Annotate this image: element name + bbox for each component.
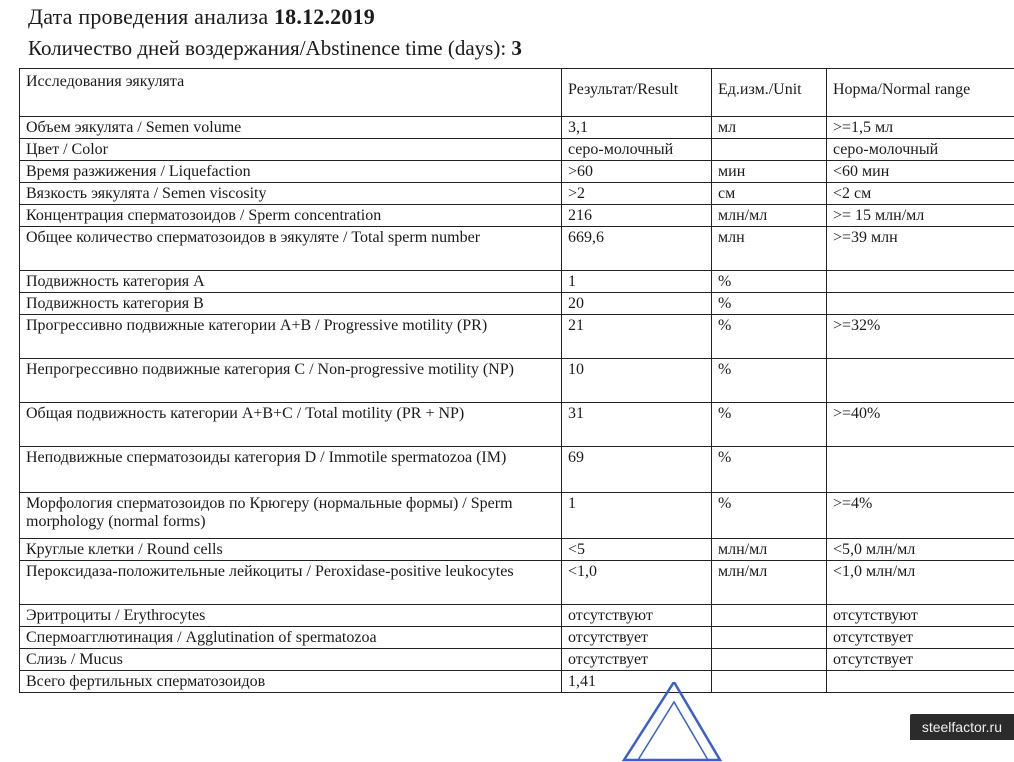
table-row (20, 403, 1014, 447)
result-cell: 31 (562, 403, 712, 447)
result-cell: серо-молочный (562, 139, 712, 161)
table-row (20, 227, 1014, 271)
norm-cell: >=32% (827, 315, 1014, 359)
result-cell: отсутствует (562, 627, 712, 649)
test-cell: Объем эякулята / Semen volume (20, 117, 562, 139)
abstinence-label: Количество дней воздержания/Abstinence time (days): (28, 36, 511, 60)
test-cell: Эритроциты / Erythrocytes (20, 605, 562, 627)
unit-cell (712, 671, 827, 693)
analysis-date-label: Дата проведения анализа (28, 4, 274, 29)
test-cell: Неподвижные сперматозоиды категория D / Immotile spermatozoa (IM) (20, 447, 562, 493)
norm-cell (827, 447, 1014, 493)
test-cell: Прогрессивно подвижные категории А+В / Progressive motility (PR) (20, 315, 562, 359)
unit-cell: млн/мл (712, 561, 827, 605)
table-row (20, 539, 1014, 561)
test-cell: Спермоагглютинация / Agglutination of spermatozoa (20, 627, 562, 649)
unit-cell (712, 605, 827, 627)
result-cell: 669,6 (562, 227, 712, 271)
result-cell: >60 (562, 161, 712, 183)
norm-cell (827, 293, 1014, 315)
semen-analysis-table (19, 68, 1014, 693)
table-row (20, 649, 1014, 671)
unit-cell: % (712, 293, 827, 315)
analysis-date-value: 18.12.2019 (274, 4, 375, 29)
norm-cell: серо-молочный (827, 139, 1014, 161)
unit-cell: % (712, 403, 827, 447)
test-cell: Морфология сперматозоидов по Крюгеру (нормальные формы) / Sperm morphology (normal forms) (20, 493, 562, 539)
table-row (20, 493, 1014, 539)
unit-cell: млн (712, 227, 827, 271)
result-cell: отсутствуют (562, 605, 712, 627)
abstinence-value: 3 (511, 36, 522, 60)
table-row (20, 561, 1014, 605)
unit-cell: % (712, 447, 827, 493)
test-cell: Слизь / Mucus (20, 649, 562, 671)
unit-cell: см (712, 183, 827, 205)
norm-cell: >=1,5 мл (827, 117, 1014, 139)
result-cell: >2 (562, 183, 712, 205)
table-row (20, 671, 1014, 693)
result-cell: 1 (562, 493, 712, 539)
unit-cell: млн/мл (712, 205, 827, 227)
test-cell: Вязкость эякулята / Semen viscosity (20, 183, 562, 205)
table-row (20, 139, 1014, 161)
unit-cell: % (712, 315, 827, 359)
test-cell: Время разжижения / Liquefaction (20, 161, 562, 183)
table-row (20, 605, 1014, 627)
table-row (20, 271, 1014, 293)
table-row (20, 183, 1014, 205)
norm-cell: <1,0 млн/мл (827, 561, 1014, 605)
table-row (20, 293, 1014, 315)
table-row (20, 359, 1014, 403)
norm-cell: >=39 млн (827, 227, 1014, 271)
result-cell: отсутствует (562, 649, 712, 671)
table-row (20, 627, 1014, 649)
test-cell: Цвет / Color (20, 139, 562, 161)
test-cell: Общая подвижность категории А+В+С / Total motility (PR + NP) (20, 403, 562, 447)
result-cell: <1,0 (562, 561, 712, 605)
norm-cell (827, 359, 1014, 403)
table-row (20, 205, 1014, 227)
watermark: steelfactor.ru (910, 714, 1014, 740)
result-cell: 10 (562, 359, 712, 403)
test-cell: Концентрация сперматозоидов / Sperm concentration (20, 205, 562, 227)
stamp-mark (612, 682, 722, 762)
table-row (20, 447, 1014, 493)
test-cell: Подвижность категория А (20, 271, 562, 293)
analysis-date-line (28, 4, 375, 30)
norm-cell: отсутствуют (827, 605, 1014, 627)
norm-cell: отсутствует (827, 649, 1014, 671)
norm-cell: <2 см (827, 183, 1014, 205)
result-cell: 69 (562, 447, 712, 493)
header-unit: Ед.изм./Unit (712, 69, 827, 117)
norm-cell: >= 15 млн/мл (827, 205, 1014, 227)
table-row (20, 315, 1014, 359)
result-cell: 1 (562, 271, 712, 293)
test-cell: Пероксидаза-положительные лейкоциты / Peroxidase-positive leukocytes (20, 561, 562, 605)
table-header-row (20, 69, 1014, 117)
result-cell: 216 (562, 205, 712, 227)
table-row (20, 117, 1014, 139)
test-cell: Круглые клетки / Round cells (20, 539, 562, 561)
norm-cell (827, 271, 1014, 293)
unit-cell: % (712, 271, 827, 293)
result-cell: 20 (562, 293, 712, 315)
test-cell: Непрогрессивно подвижные категория С / Non-progressive motility (NP) (20, 359, 562, 403)
unit-cell: мин (712, 161, 827, 183)
unit-cell: мл (712, 117, 827, 139)
result-cell: 21 (562, 315, 712, 359)
unit-cell (712, 649, 827, 671)
result-cell: <5 (562, 539, 712, 561)
unit-cell: % (712, 493, 827, 539)
table-row (20, 161, 1014, 183)
test-cell: Подвижность категория В (20, 293, 562, 315)
norm-cell: отсутствует (827, 627, 1014, 649)
norm-cell: >=40% (827, 403, 1014, 447)
test-cell: Всего фертильных сперматозоидов (20, 671, 562, 693)
header-test: Исследования эякулята (20, 69, 562, 117)
test-cell: Общее количество сперматозоидов в эякуляте / Total sperm number (20, 227, 562, 271)
unit-cell (712, 139, 827, 161)
abstinence-line (28, 36, 522, 61)
result-cell: 3,1 (562, 117, 712, 139)
unit-cell (712, 627, 827, 649)
header-norm: Норма/Normal range (827, 69, 1014, 117)
header-result: Результат/Result (562, 69, 712, 117)
unit-cell: % (712, 359, 827, 403)
norm-cell: >=4% (827, 493, 1014, 539)
result-cell: 1,41 (562, 671, 712, 693)
norm-cell: <5,0 млн/мл (827, 539, 1014, 561)
norm-cell (827, 671, 1014, 693)
unit-cell: млн/мл (712, 539, 827, 561)
norm-cell: <60 мин (827, 161, 1014, 183)
